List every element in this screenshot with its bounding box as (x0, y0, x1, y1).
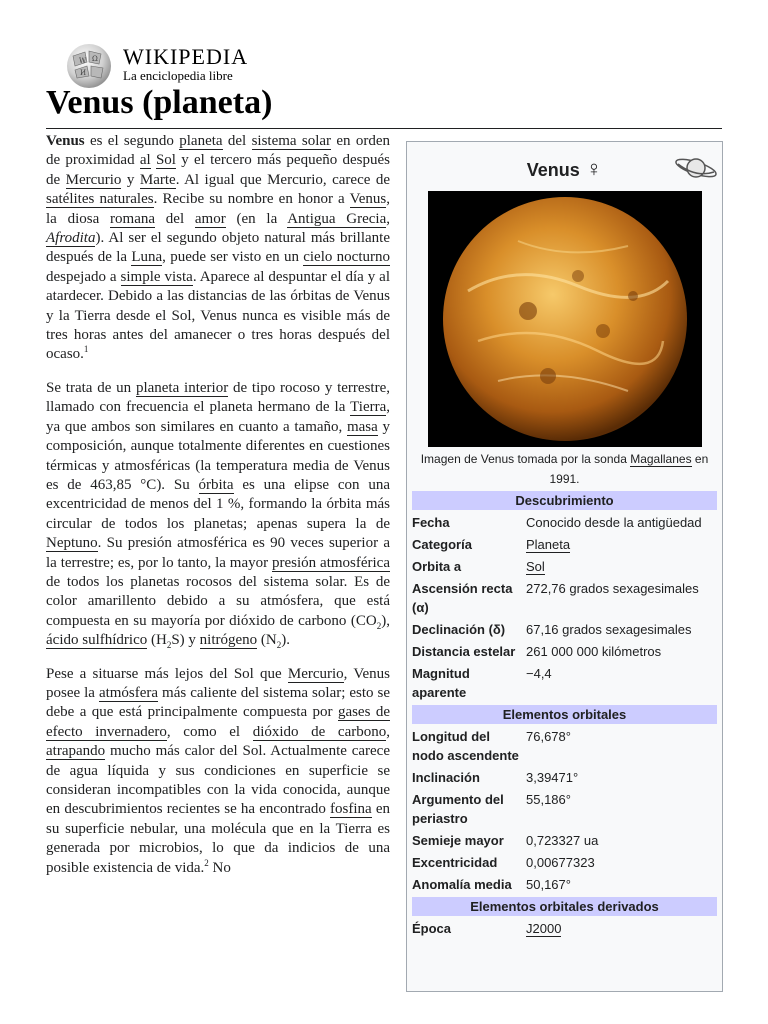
row-value: 261 000 000 kilómetros (526, 644, 662, 659)
link-al[interactable]: al (139, 152, 151, 169)
row-key: Semieje mayor (412, 833, 504, 848)
infobox-row (412, 727, 717, 765)
row-key: Orbita a (412, 559, 462, 574)
text: del (155, 210, 195, 227)
infobox-row (412, 875, 717, 894)
text: y composición, aunque totalmente diferentes en cuestiones térmicas y atmosféricas (la temperatura media de Venus es de 463,85 °C). Su (46, 418, 391, 493)
link-mercurio-2[interactable]: Mercurio (287, 665, 344, 682)
infobox-row (412, 664, 717, 702)
text: mucho más calor del Sol. Actualmente carece de agua líquida y sus condiciones en superficie se consideran incompatibles con la vida conocida, aunque en descubrimientos recientes se ha encontrado (46, 743, 390, 818)
section-elementos-orbitales-derivados: Elementos orbitales derivados (412, 897, 717, 916)
link-afrodita[interactable] (46, 230, 95, 247)
link-planeta-interior[interactable]: planeta interior (135, 379, 229, 396)
row-key: Categoría (412, 537, 472, 552)
brand-name: WIKIPEDIA (123, 44, 249, 69)
paragraph-atmosphere (46, 665, 390, 878)
reference-1[interactable]: 1 (83, 344, 89, 355)
row-value: 76,678° (526, 729, 571, 744)
row-key: Fecha (412, 515, 450, 530)
infobox-row (412, 853, 717, 872)
link-planeta[interactable]: planeta (179, 133, 223, 149)
text: , (386, 723, 390, 740)
venus-symbol: ♀ (585, 156, 603, 181)
link-masa[interactable]: masa (346, 418, 378, 435)
row-value (523, 919, 717, 938)
text: . Al igual que Mercurio, carece de (175, 171, 391, 188)
row-value (523, 535, 717, 554)
row-value: 272,76 grados sexagesimales (526, 581, 699, 596)
link-planeta-categoria[interactable]: Planeta (526, 537, 571, 552)
infobox-title-text: Venus (526, 160, 580, 180)
infobox-row (412, 768, 717, 787)
link-atrapando[interactable]: atrapando (46, 743, 106, 760)
link-marte[interactable]: Marte (139, 171, 176, 188)
infobox-row (412, 642, 717, 661)
text: . Aparece al despuntar el día y al atardecer. Debido a las distancias de las órbitas de Venus y la Tierra desde el Sol, Venus nunca es visible más de tres horas antes del amanecer o tres horas después del ocaso. (46, 268, 390, 363)
planet-icon (673, 152, 719, 184)
row-value: 3,39471° (526, 770, 579, 785)
link-luna[interactable]: Luna (131, 249, 163, 266)
row-key: Anomalía media (412, 877, 512, 892)
link-cielo-nocturno[interactable]: cielo nocturno (303, 249, 390, 266)
subscript: 2 (166, 640, 172, 651)
row-value: Conocido desde la antigüedad (526, 515, 702, 530)
link-simple-vista[interactable]: simple vista (120, 268, 193, 285)
row-value: 0,723327 ua (526, 833, 599, 848)
text: , Venus posee la (46, 665, 390, 701)
row-key: Distancia estelar (412, 644, 516, 659)
text: , la diosa (46, 191, 390, 227)
text: de tipo rocoso y terrestre, llamado con frecuencia el planeta hermano de la (46, 379, 390, 416)
italic-term: Afrodita (46, 230, 96, 247)
paragraph-intro (46, 132, 390, 365)
brand-tagline: La enciclopedia libre (123, 68, 233, 83)
link-neptuno[interactable]: Neptuno (46, 535, 98, 552)
wikipedia-globe-logo[interactable] (63, 42, 115, 90)
row-key: Excentricidad (412, 855, 498, 870)
infobox (406, 141, 723, 992)
link-atmosfera[interactable]: atmósfera (98, 684, 159, 701)
text: No (208, 859, 231, 876)
title-divider (46, 128, 722, 129)
text: (N (257, 632, 277, 649)
link-magallanes[interactable]: Magallanes (630, 452, 692, 466)
section-descubrimiento: Descubrimiento (412, 491, 717, 510)
text: ), (381, 612, 390, 629)
link-j2000[interactable]: J2000 (526, 921, 562, 936)
subscript: 2 (376, 620, 382, 631)
text: en orden de proximidad (46, 133, 391, 169)
section-elementos-orbitales: Elementos orbitales (412, 705, 717, 724)
link-mercurio[interactable]: Mercurio (65, 171, 122, 188)
text: de todos los planetas rocosos del sistema solar. Es de color amarillento debido a su atmósfera, que está compuesta en su mayoría por dióxido de carbono (CO (46, 573, 390, 629)
text: ). (281, 632, 290, 649)
link-amor[interactable]: amor (194, 210, 226, 227)
link-acido-sulfhidrico[interactable]: ácido sulfhídrico (46, 632, 148, 649)
text: ). Al ser el segundo objeto natural más brillante después de la (46, 230, 390, 266)
infobox-row (412, 579, 717, 617)
subscript: 2 (276, 640, 282, 651)
row-value: 55,186° (526, 792, 571, 807)
infobox-row (412, 513, 717, 532)
text: . Su presión atmosférica es 90 veces superior a la terrestre; es, por lo tanto, la mayor (46, 535, 390, 571)
infobox-row (412, 535, 717, 554)
infobox-row (412, 557, 717, 576)
text: , (386, 210, 391, 227)
link-orbita[interactable]: órbita (198, 476, 234, 493)
wikipedia-wordmark[interactable] (123, 46, 248, 84)
bold-term: Venus (46, 133, 85, 149)
reference-2[interactable]: 2 (204, 857, 209, 868)
text: . Recibe su nombre en honor a (153, 191, 350, 208)
row-value: 67,16 grados sexagesimales (526, 622, 692, 637)
text: en 1991. (549, 452, 709, 486)
link-gases-efecto-invernadero[interactable]: gases de efecto invernadero (46, 704, 390, 740)
text: (H (147, 632, 167, 649)
row-key: Longitud del nodo ascendente (412, 729, 519, 763)
infobox-row (412, 831, 717, 850)
row-key: Argumento del periastro (412, 792, 504, 826)
text: Imagen de Venus tomada por la sonda (420, 452, 631, 466)
row-value: −4,4 (526, 666, 552, 681)
text: es una elipse con una excentricidad de menos del 1 %, formando la órbita más circular de todos los planetas; apenas supera la de (46, 476, 390, 532)
link-nitrogeno[interactable]: nitrógeno (199, 632, 258, 649)
text: , como el (166, 723, 253, 740)
image-caption (417, 449, 712, 489)
text: y el tercero más pequeño después de (46, 152, 390, 188)
row-key: Inclinación (412, 770, 480, 785)
row-key: Ascensión recta (α) (412, 581, 513, 615)
link-romana[interactable]: romana (110, 210, 156, 227)
link-satelites-naturales[interactable]: satélites naturales (46, 191, 154, 208)
link-dioxido-de-carbono[interactable]: dióxido de carbono (252, 723, 387, 740)
row-key: Época (412, 921, 452, 936)
text: S) y (171, 632, 200, 649)
text: , ya que ambos son similares en cuanto a tamaño, (46, 399, 390, 435)
row-value: 0,00677323 (526, 855, 595, 870)
text: , puede ser visto en un (162, 249, 304, 266)
text: Pese a situarse más lejos del Sol que (46, 665, 288, 682)
paragraph-description (46, 379, 390, 651)
link-sol[interactable]: Sol (155, 152, 176, 169)
text: Se trata de un (46, 379, 136, 396)
article-body (46, 132, 390, 892)
row-value (523, 557, 717, 576)
link-antigua-grecia[interactable]: Antigua Grecia (287, 210, 387, 227)
infobox-row (412, 620, 717, 639)
row-value: 50,167° (526, 877, 571, 892)
text: es el segundo (84, 133, 180, 149)
infobox-table (412, 488, 717, 938)
row-key: Declinación (δ) (412, 622, 506, 637)
link-presion-atmosferica[interactable]: presión atmosférica (272, 554, 391, 571)
text: (en la (225, 210, 288, 227)
link-tierra[interactable]: Tierra (350, 399, 387, 416)
infobox-row (412, 790, 717, 828)
venus-image[interactable] (428, 191, 702, 447)
link-fosfina[interactable]: fosfina (330, 801, 372, 818)
link-sol-orbita[interactable]: Sol (526, 559, 545, 574)
svg-text:W: W (79, 57, 87, 65)
svg-text:И: И (80, 69, 87, 77)
svg-text:Ω: Ω (92, 55, 98, 63)
text: del (222, 133, 252, 149)
text: más caliente del sistema solar; esto se debe a que está principalmente compuesta por (46, 684, 390, 721)
link-sistema-solar[interactable]: sistema solar (251, 133, 332, 149)
page-title: Venus (planeta) (46, 84, 273, 121)
text: en su superficie nebular, una molécula que en la Tierra es generada por microbios, lo que da indicios de una posible existencia de vida. (46, 801, 390, 876)
row-key: Magnitud aparente (412, 666, 470, 700)
text: y (121, 171, 140, 188)
link-venus-diosa[interactable]: Venus (349, 191, 387, 208)
infobox-row (412, 919, 717, 938)
text: despejado a (46, 268, 121, 285)
